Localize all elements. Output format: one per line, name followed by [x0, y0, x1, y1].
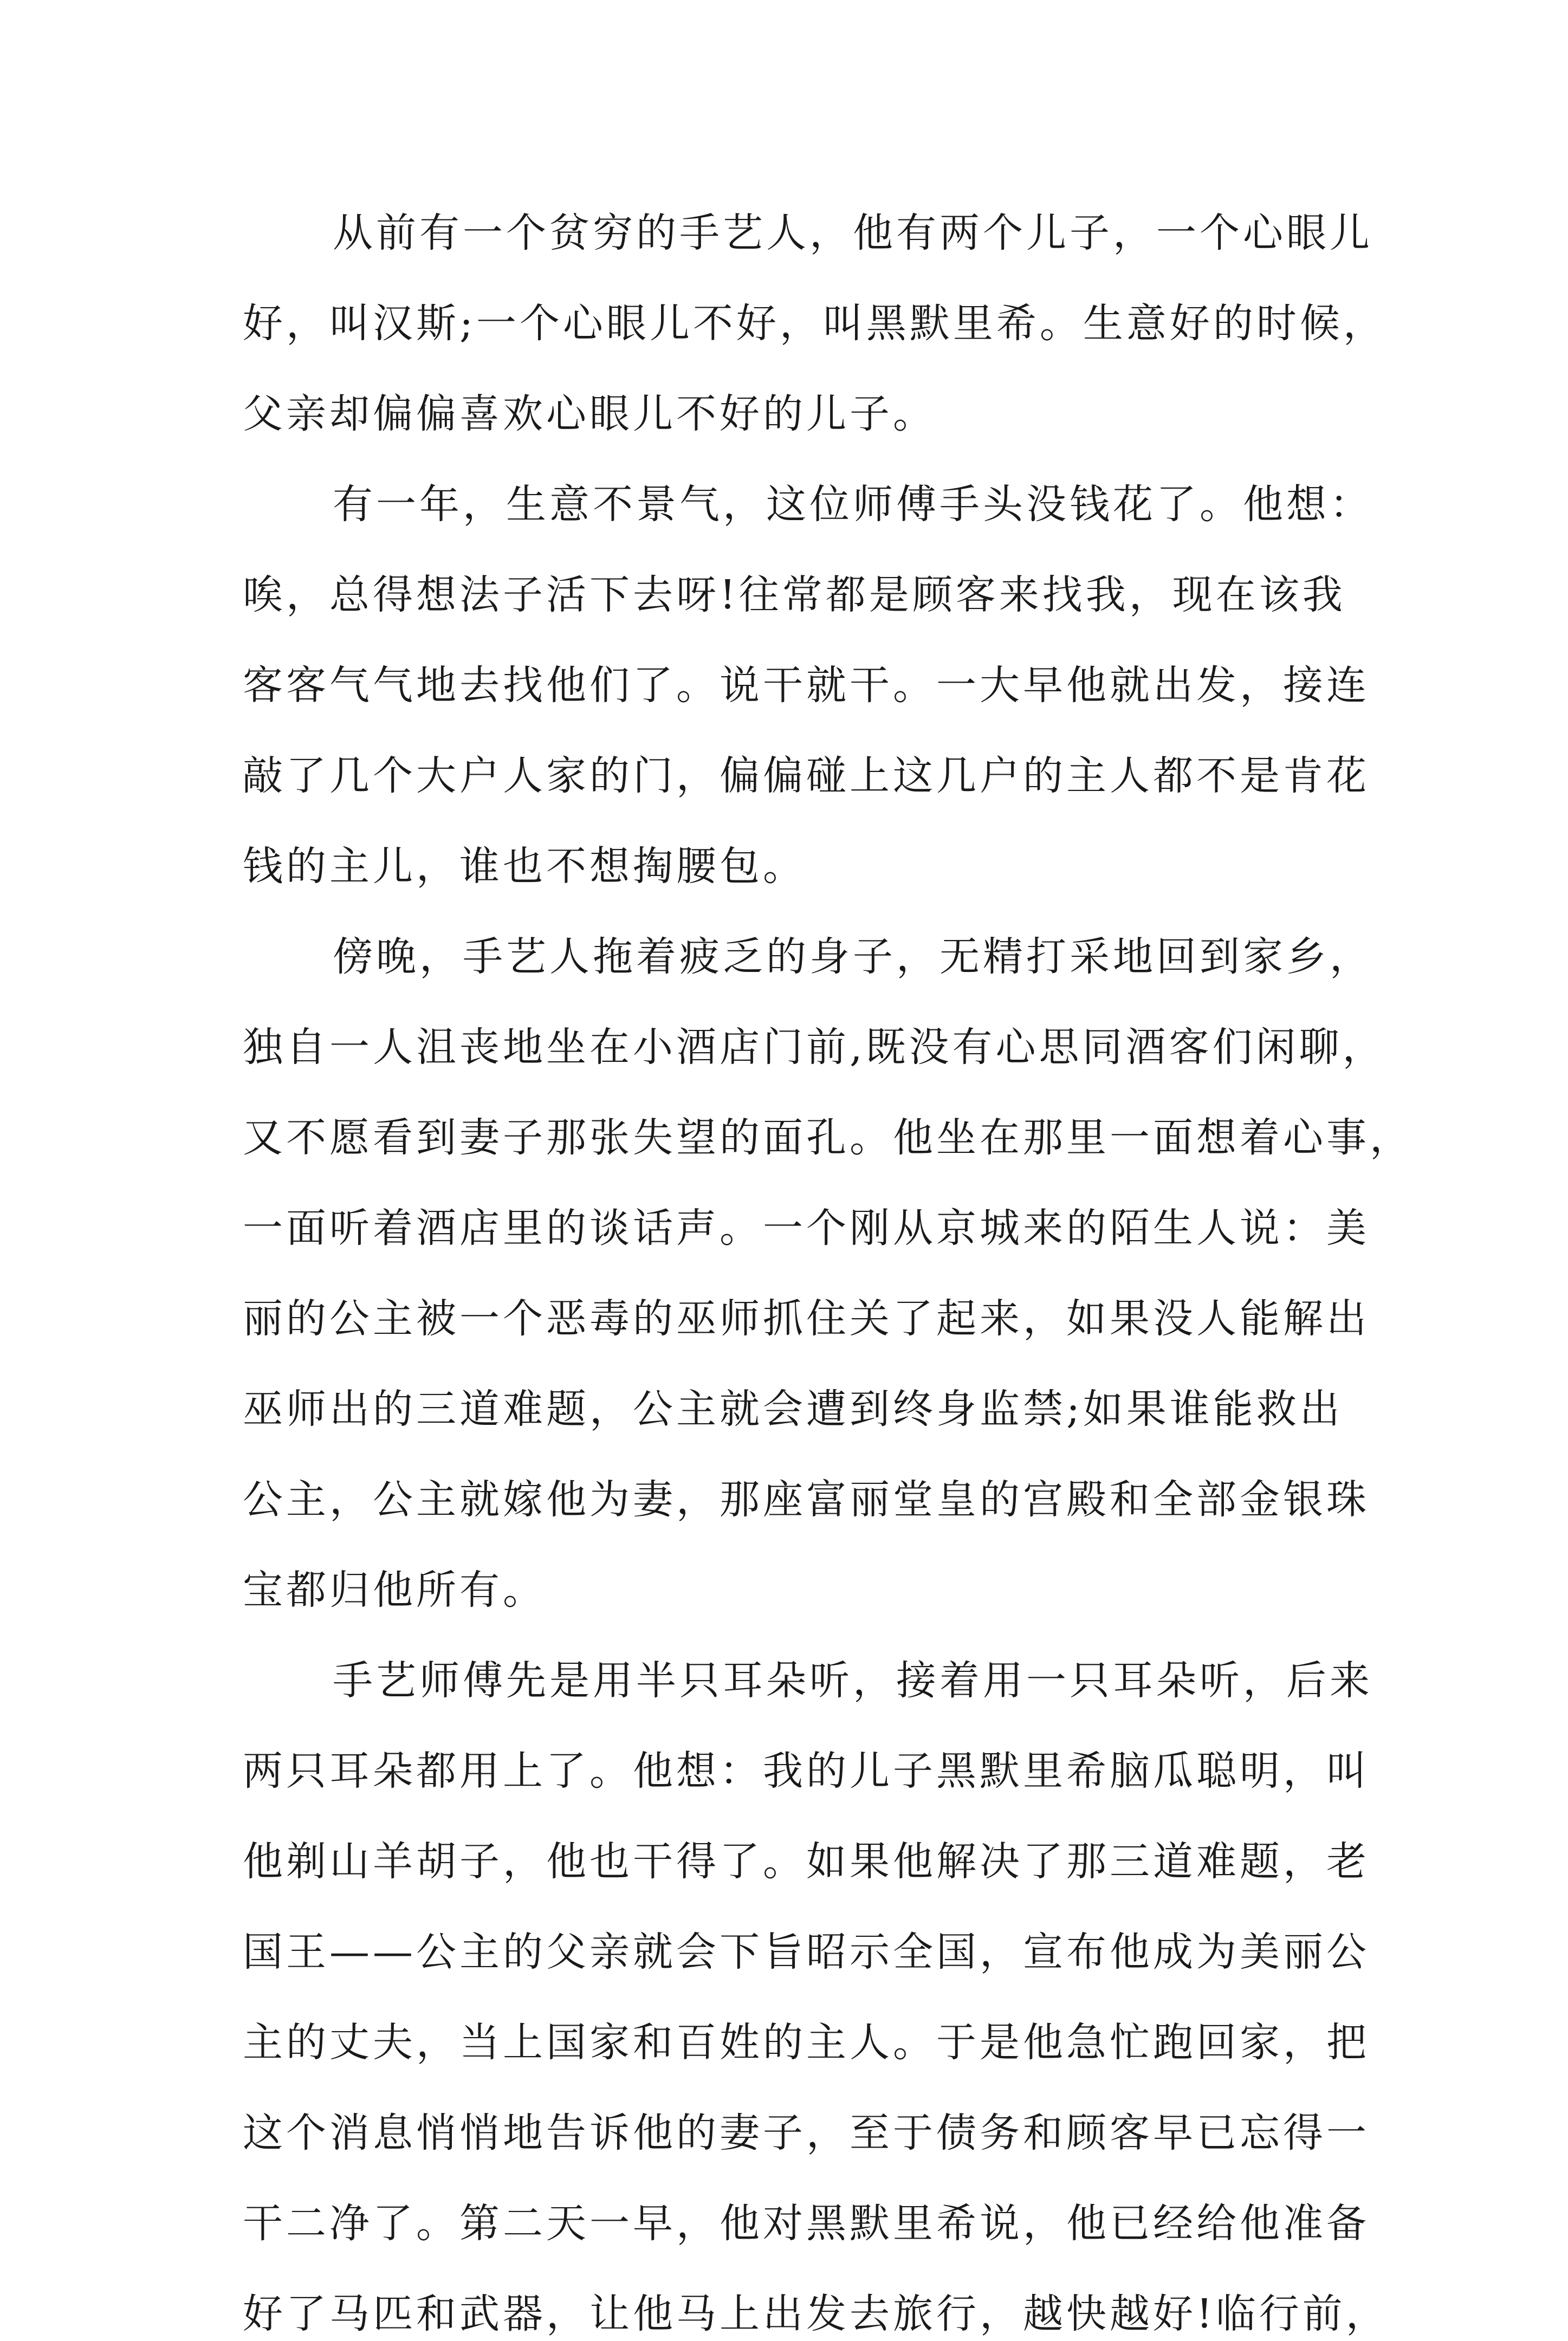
paragraph-3-line-6: 巫师出的三道难题，公主就会遭到终身监禁;如果谁能救出 — [243, 1386, 1343, 1432]
paragraph-4-line-8: 好了马匹和武器，让他马上出发去旅行，越快越好!临行前， — [243, 2291, 1389, 2337]
paragraph-4-line-6: 这个消息悄悄地告诉他的妻子，至于债务和顾客早已忘得一 — [243, 2110, 1370, 2156]
paragraph-2-line-3: 客客气气地去找他们了。说干就干。一大早他就出发，接连 — [243, 662, 1370, 709]
paragraph-1-line-1: 从前有一个贫穷的手艺人，他有两个儿子，一个心眼儿 — [333, 210, 1373, 256]
paragraph-4-line-2: 两只耳朵都用上了。他想：我的儿子黑默里希脑瓜聪明，叫 — [243, 1748, 1370, 1794]
paragraph-2-line-1: 有一年，生意不景气，这位师傅手头没钱花了。他想： — [333, 481, 1373, 528]
paragraph-4-line-5: 主的丈夫，当上国家和百姓的主人。于是他急忙跑回家，把 — [243, 2019, 1370, 2066]
paragraph-4-line-3: 他剃山羊胡子，他也干得了。如果他解决了那三道难题，老 — [243, 1838, 1370, 1885]
paragraph-3-line-7: 公主，公主就嫁他为妻，那座富丽堂皇的宫殿和全部金银珠 — [243, 1476, 1370, 1523]
paragraph-4-line-1: 手艺师傅先是用半只耳朵听，接着用一只耳朵听，后来 — [333, 1657, 1373, 1704]
paragraph-3-line-4: 一面听着酒店里的谈话声。一个刚从京城来的陌生人说：美 — [243, 1205, 1370, 1251]
paragraph-2-line-2: 唉，总得想法子活下去呀!往常都是顾客来找我，现在该我 — [243, 572, 1346, 618]
paragraph-4-line-4: 国王——公主的父亲就会下旨昭示全国，宣布他成为美丽公 — [243, 1929, 1370, 1975]
paragraph-2-line-5: 钱的主儿，谁也不想掏腰包。 — [243, 843, 806, 890]
paragraph-3-line-8: 宝都归他所有。 — [243, 1567, 546, 1613]
paragraph-4-line-7: 干二净了。第二天一早，他对黑默里希说，他已经给他准备 — [243, 2200, 1370, 2247]
paragraph-1-line-3: 父亲却偏偏喜欢心眼儿不好的儿子。 — [243, 391, 936, 437]
paragraph-3-line-1: 傍晚，手艺人拖着疲乏的身子，无精打采地回到家乡， — [333, 933, 1373, 980]
paragraph-1-line-2: 好，叫汉斯;一个心眼儿不好，叫黑默里希。生意好的时候， — [243, 300, 1386, 347]
paragraph-3-line-2: 独自一人沮丧地坐在小酒店门前,既没有心思同酒客们闲聊， — [243, 1024, 1386, 1071]
paragraph-2-line-4: 敲了几个大户人家的门，偏偏碰上这几户的主人都不是肯花 — [243, 753, 1370, 799]
paragraph-3-line-3: 又不愿看到妻子那张失望的面孔。他坐在那里一面想着心事， — [243, 1114, 1413, 1161]
paragraph-3-line-5: 丽的公主被一个恶毒的巫师抓住关了起来，如果没人能解出 — [243, 1295, 1370, 1342]
